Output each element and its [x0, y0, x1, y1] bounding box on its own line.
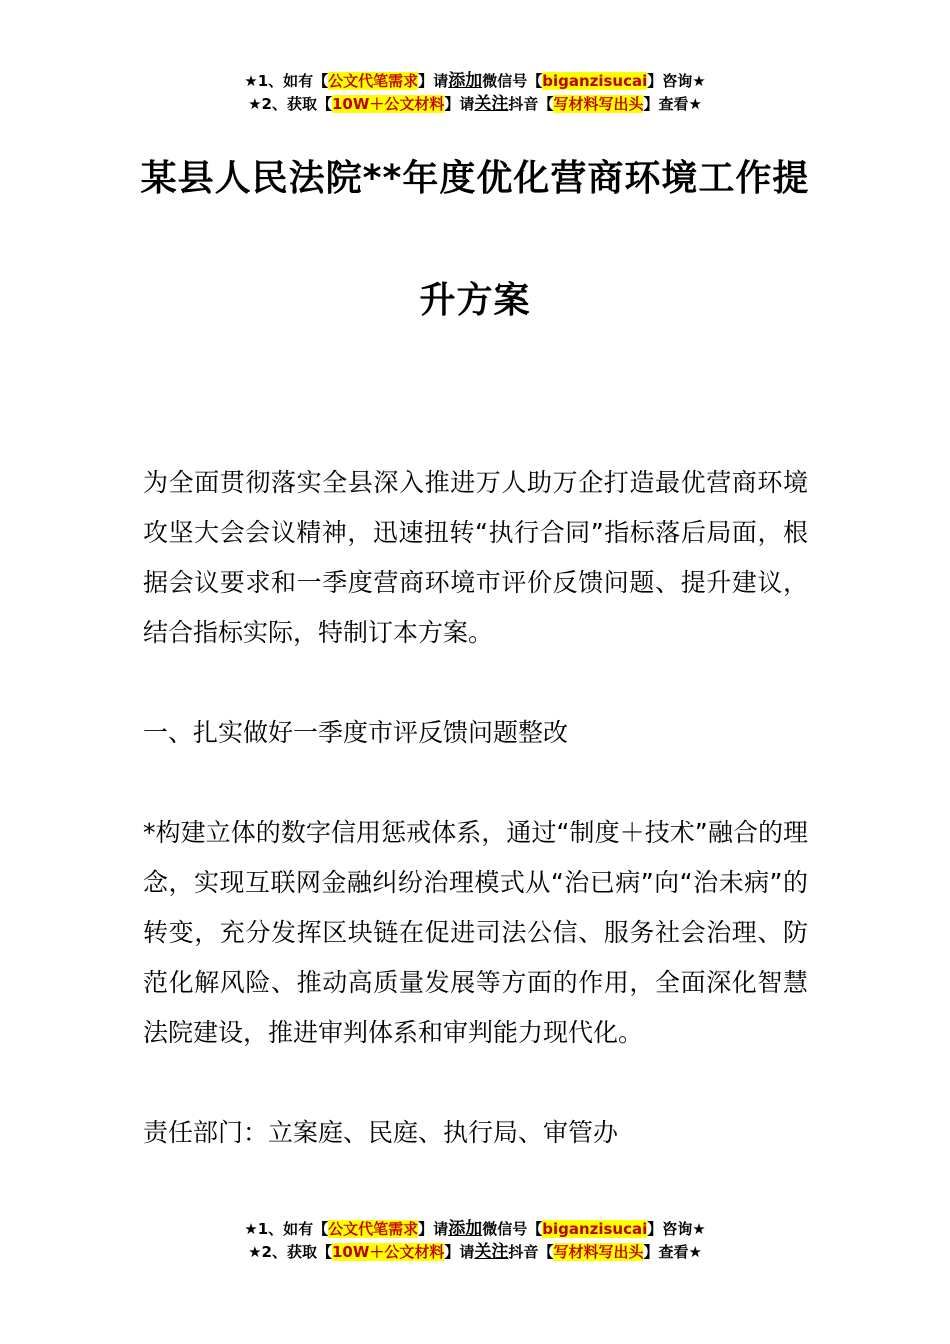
underlined-action: 添加	[448, 71, 483, 91]
banner-text: ★2、获取【	[248, 1243, 332, 1261]
section-1-body: *构建立体的数字信用惩戒体系，通过“制度＋技术”融合的理念，实现互联网金融纠纷治理模式从“治已病”向“治未病”的转变，充分发挥区块链在促进司法公信、服务社会治理、防范化解风险、推动高质量发展等方面的作用，全面深化智慧法院建设，推进审判体系和审判能力现代化。	[143, 818, 808, 1047]
banner-text: 】请	[444, 1243, 475, 1261]
document-body	[143, 458, 808, 1158]
banner-text: 】请	[418, 72, 449, 90]
top-banner	[0, 70, 950, 116]
underlined-action: 关注	[474, 1242, 509, 1262]
banner-text: 微信号【	[482, 72, 543, 90]
banner-text: 】咨询★	[647, 72, 706, 90]
banner-text: 】咨询★	[647, 1220, 706, 1238]
intro-paragraph: 为全面贯彻落实全县深入推进万人助万企打造最优营商环境攻坚大会会议精神，迅速扭转“执行合同”指标落后局面，根据会议要求和一季度营商环境市评价反馈问题、提升建议，结合指标实际，特制订本方案。	[143, 468, 808, 647]
banner-text: ★2、获取【	[248, 95, 332, 113]
banner-text: ★1、如有【	[244, 72, 329, 90]
document-title-line-2: 升方案	[419, 280, 531, 321]
banner-text: 】查看★	[643, 1243, 702, 1261]
highlight-service: 公文代笔需求	[328, 1220, 419, 1238]
underlined-action: 关注	[474, 94, 509, 114]
banner-line-1	[0, 70, 950, 93]
banner-text: ★1、如有【	[244, 1220, 329, 1238]
banner-text: 微信号【	[482, 1220, 543, 1238]
banner-text: 】查看★	[643, 95, 702, 113]
bottom-banner	[0, 1218, 950, 1264]
highlight-douyin-id: 写材料写出头	[553, 95, 644, 113]
banner-line-1	[0, 1218, 950, 1241]
highlight-service: 公文代笔需求	[328, 72, 419, 90]
responsible-departments: 责任部门：立案庭、民庭、执行局、审管办	[143, 1118, 619, 1147]
underlined-action: 添加	[448, 1219, 483, 1239]
banner-text: 抖音【	[508, 1243, 554, 1261]
banner-line-2	[0, 93, 950, 116]
highlight-materials: 10W＋公文材料	[331, 1243, 445, 1261]
highlight-douyin-id: 写材料写出头	[553, 1243, 644, 1261]
document-title-line-1: 某县人民法院**年度优化营商环境工作提	[140, 158, 810, 199]
banner-line-2	[0, 1241, 950, 1264]
highlight-wechat-id: biganzisucai	[542, 1220, 648, 1238]
banner-text: 抖音【	[508, 95, 554, 113]
banner-text: 】请	[444, 95, 475, 113]
section-1-heading: 一、扎实做好一季度市评反馈问题整改	[143, 718, 569, 747]
banner-text: 】请	[418, 1220, 449, 1238]
highlight-materials: 10W＋公文材料	[331, 95, 445, 113]
highlight-wechat-id: biganzisucai	[542, 72, 648, 90]
